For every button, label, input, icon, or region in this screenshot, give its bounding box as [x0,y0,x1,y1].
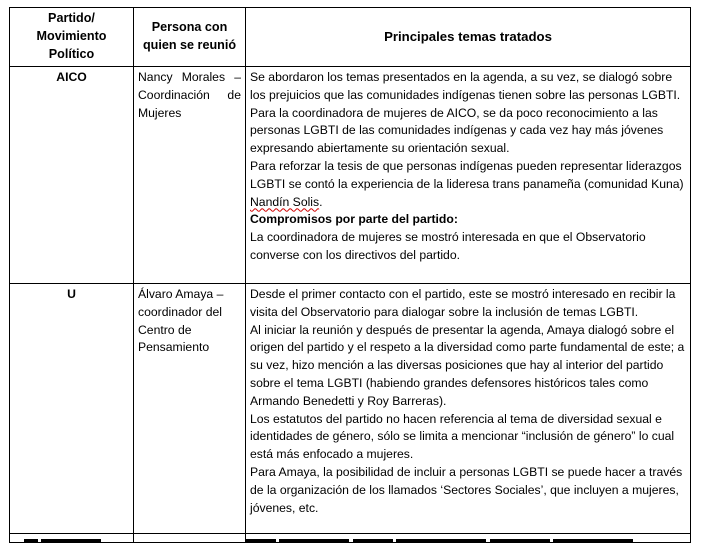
header-topics: Principales temas tratados [246,8,691,67]
topics-cell [246,67,691,284]
commitments-title: Compromisos por parte del partido: [250,212,458,227]
topic-paragraph: Desde el primer contacto con el partido, este se mostró interesado en recibir la visita del Observatorio para dialogar sobre la inclusión de temas LGBTI. [250,287,676,319]
header-row [10,8,691,67]
commitments-text: La coordinadora de mujeres se mostró interesada en que el Observatorio converse con los directivos del partido. [250,230,646,262]
table-row [10,284,691,534]
topic-paragraph: Al iniciar la reunión y después de presentar la agenda, Amaya dialogó sobre el origen del partido y el respeto a la diversidad como parte fundamental de este; a su vez, hizo mención a las diversas posiciones que hay al interior del partido sobre el tema LGBTI (habiendo grandes defensores históricos tales como Armando Benedetti y Roy Barreras). [250,322,685,408]
person-cell: Nancy Morales – Coordinación de Mujeres [134,67,246,284]
table-row-cut-off [10,534,691,543]
spellcheck-underlined-name: Nandín Solis [250,194,320,209]
table-row [10,67,691,284]
topic-paragraph: Para la coordinadora de mujeres de AICO, se da poco reconocimiento a las personas LGBTI de las comunidades indígenas y cada vez hay más jóvenes expresando abiertamente su orientación sexual. [250,105,664,156]
topics-cell [246,284,691,534]
topic-paragraph: Para Amaya, la posibilidad de incluir a personas LGBTI se puede hacer a través de la organización de los llamados ‘Sectores Sociales’, que incluyen a mujeres, jóvenes, etc. [250,464,683,515]
parties-table [9,7,691,543]
person-cell: Álvaro Amaya – coordinador del Centro de Pensamiento [134,284,246,534]
party-cell: AICO [10,67,134,284]
topic-paragraph: Los estatutos del partido no hacen referencia al tema de diversidad sexual e identidades de género, sólo se limita a mencionar “inclusión de género” lo cual está más enfocado a mujeres. [250,411,675,462]
cut-off-text-fragment [10,534,133,542]
cut-off-text-fragment [246,534,690,542]
header-person: Persona con quien se reunió [134,8,246,67]
header-party: Partido/ Movimiento Político [10,8,134,67]
topic-paragraph: Se abordaron los temas presentados en la agenda, a su vez, se dialogó sobre los prejuicios que las comunidades indígenas tienen sobre las personas LGBTI. [250,70,681,102]
topic-paragraph-text: Para reforzar la tesis de que personas indígenas pueden representar liderazgos LGBTI se contó la experiencia de la lideresa trans panameña (comunidad Kuna) [250,158,684,191]
topic-paragraph: Para reforzar la tesis de que personas indígenas pueden representar liderazgos LGBTI se contó la experiencia de la lideresa trans panameña (comunidad Kuna) Nandín Solis. [250,158,684,209]
party-cell: U [10,284,134,534]
